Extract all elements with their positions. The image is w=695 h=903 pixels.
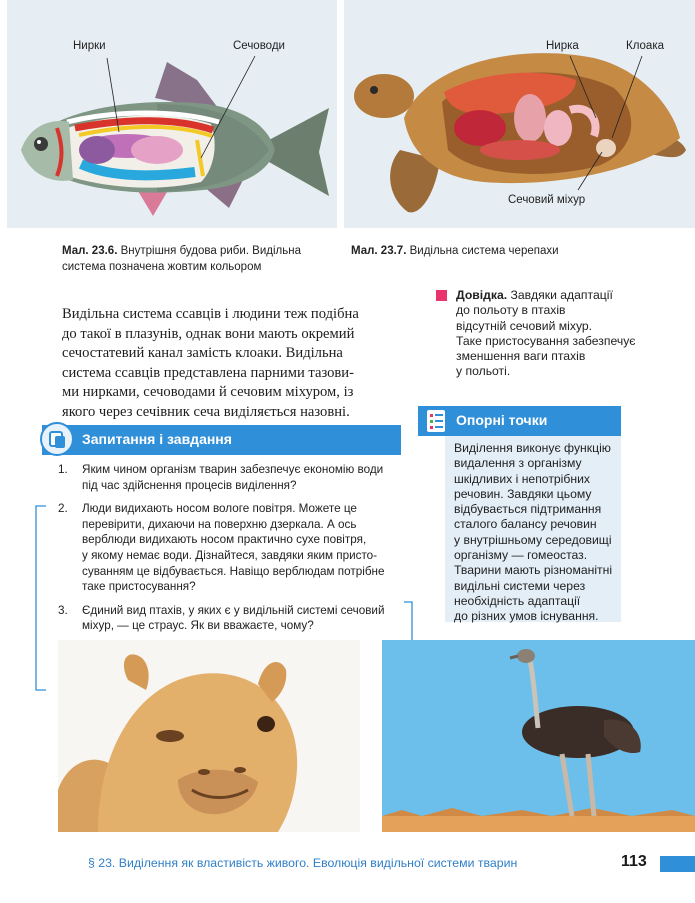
reference-marker (436, 290, 447, 301)
reference-line: зменшення ваги птахів (456, 349, 586, 364)
key-point-line: видільні системи через (454, 578, 586, 593)
key-point-line: відбувається підтримання (454, 502, 602, 517)
key-point-line: Виділення виконує функцію (454, 441, 611, 455)
turtle-caption-number: Мал. 23.7. (351, 245, 407, 257)
question-connector (404, 596, 416, 644)
reference-line: до польоту в птахів (456, 303, 566, 318)
fish-caption-line-2: система позначена жовтим кольором (62, 261, 262, 273)
fish-caption-line-1: Внутрішня будова риби. Видільна (120, 245, 301, 257)
questions-header (42, 425, 401, 455)
fish-figure (7, 0, 337, 228)
key-point-line: видалення з організму (454, 456, 582, 471)
question-item (58, 501, 404, 595)
main-line: якого через сечівник сеча виділяється назовні. (62, 403, 350, 420)
main-line: система ссавців представлена парними тазови- (62, 364, 354, 381)
question-number: 2. (58, 502, 68, 516)
main-line: сечостатевий канал замість клоаки. Видільна (62, 345, 343, 362)
reference-line: Таке пристосування забезпечує (456, 333, 636, 348)
key-point-line: сталого балансу речовин (454, 517, 597, 532)
key-point-line: у внутрішньому середовищі (454, 532, 612, 547)
turtle-caption-text: Видільна система черепахи (409, 245, 559, 257)
key-points-title: Опорні точки (456, 412, 548, 428)
turtle-caption (351, 243, 651, 259)
question-line: таке пристосування? (82, 580, 196, 594)
reference-line: Завдяки адаптації (510, 288, 613, 302)
fish-illustration (7, 0, 337, 228)
ostrich-photo (382, 640, 695, 832)
questions-title: Запитання і завдання (82, 431, 232, 447)
key-point-line: шкідливих і непотрібних (454, 471, 591, 486)
main-paragraph (62, 305, 402, 423)
fish-caption (62, 243, 342, 275)
question-number: 1. (58, 463, 68, 476)
question-line: суванням це відбувається. Навіщо верблюдам потрібне (82, 564, 385, 578)
question-line: Яким чином організм тварин забезпечує економію води (82, 463, 384, 476)
checklist-icon (422, 406, 452, 436)
label-cloaca: Клоака (626, 40, 665, 52)
key-point-line: організму — гомеостаз. (454, 548, 588, 563)
question-line: Люди видихають носом вологе повітря. Можете це (82, 502, 357, 516)
question-line: міхур, — це страус. Як ви вважаєте, чому? (82, 619, 314, 633)
question-number: 3. (58, 603, 68, 617)
reference-note (456, 288, 646, 380)
reference-line: у польоті. (456, 364, 511, 379)
question-line: Єдиний вид птахів, у яких є у видільній системі сечовий (82, 603, 385, 617)
reference-label: Довідка. (456, 288, 508, 302)
label-kidneys: Нирки (73, 40, 106, 52)
reference-line: відсутній сечовий міхур. (456, 318, 593, 333)
questions-list (58, 462, 404, 642)
question-item (58, 603, 404, 634)
label-bladder: Сечовий міхур (508, 194, 586, 206)
key-point-line: речовин. Завдяки цьому (454, 486, 592, 501)
question-line: перевірити, дихаючи на поверхню дзеркала. А ось (82, 517, 357, 531)
page-number: 113 (621, 853, 647, 870)
question-line: у якому немає води. Дізнайтеся, завдяки яким присто- (82, 548, 378, 562)
label-ureters: Сечоводи (233, 40, 285, 52)
key-point-line: Тварини мають різноманітні (454, 563, 613, 578)
camel-photo (58, 640, 360, 832)
footer-section: § 23. Виділення як властивість живого. Еволюція видільної системи тварин (88, 856, 518, 870)
question-line: під час здійснення процесів виділення? (82, 478, 297, 492)
key-points-text (454, 441, 620, 625)
label-kidney: Нирка (546, 40, 579, 52)
fish-caption-number: Мал. 23.6. (62, 245, 118, 257)
main-line: Видільна система ссавців і людини теж подібна (62, 306, 359, 322)
question-item (58, 462, 404, 493)
key-point-line: до різних умов існування. (454, 609, 599, 624)
question-line: верблюди видихають носом практично сухе повітря, (82, 533, 367, 547)
main-line: до такої в плазунів, однак вони мають окремий (62, 325, 355, 342)
page-tab (660, 856, 695, 872)
questions-icon (40, 422, 74, 456)
turtle-figure (344, 0, 695, 228)
question-bracket (34, 500, 48, 696)
main-line: ми нирками, сечоводами й сечовим міхуром, із (62, 384, 354, 401)
key-points-header (418, 406, 621, 436)
key-point-line: необхідність адаптації (454, 593, 581, 608)
